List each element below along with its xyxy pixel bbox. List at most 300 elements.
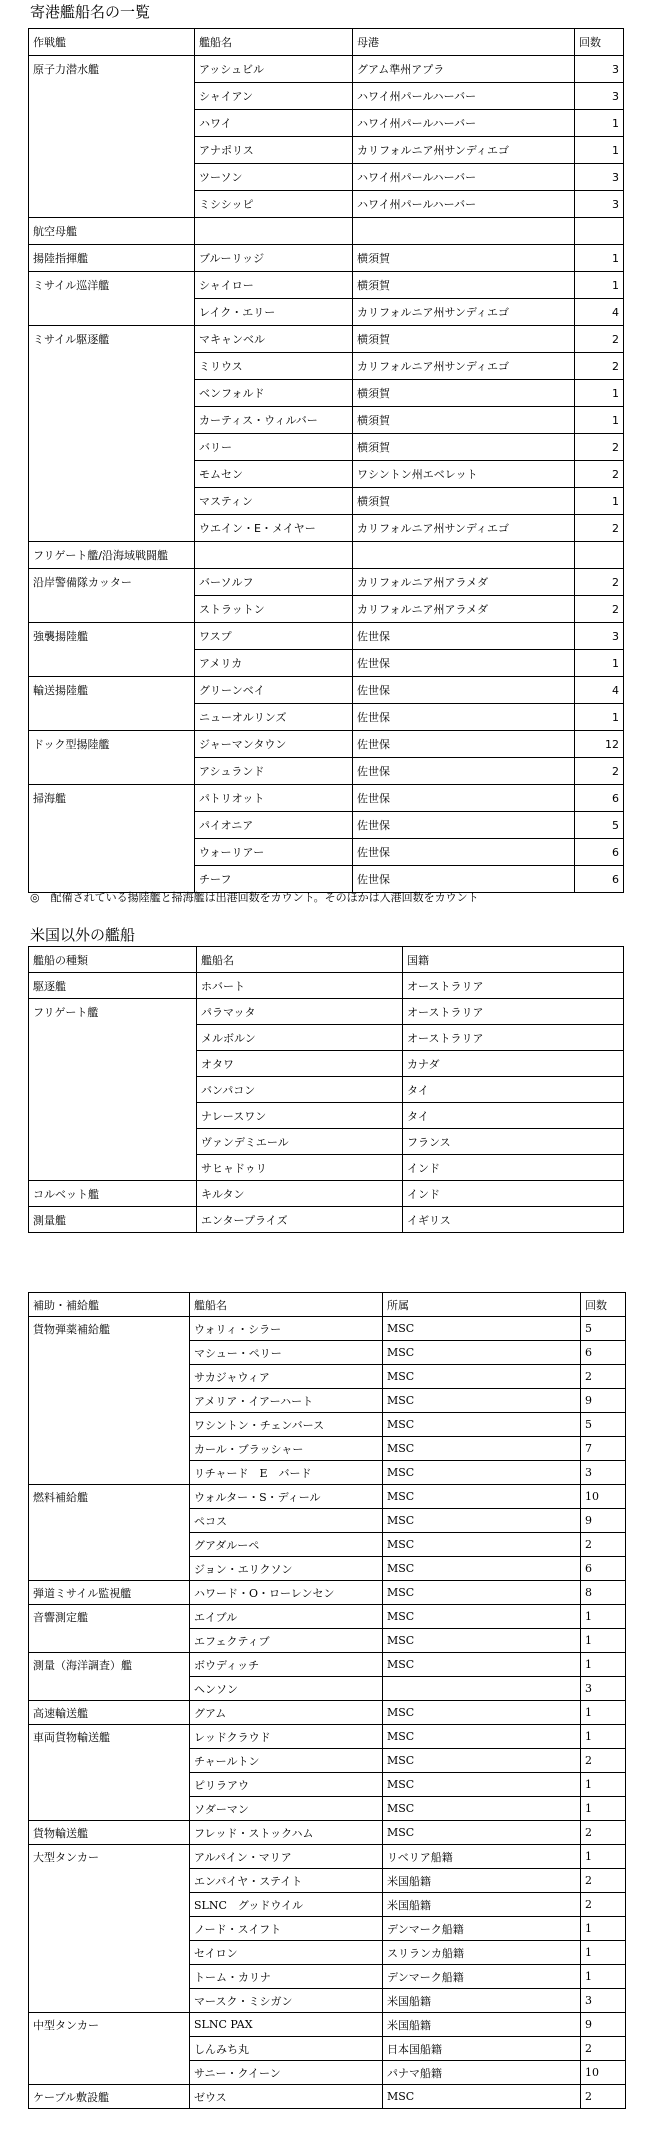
table-cell xyxy=(29,488,195,515)
table-cell: 1 xyxy=(581,1797,626,1821)
table-cell: オーストラリア xyxy=(403,999,624,1025)
table-cell: ハワイ xyxy=(195,110,353,137)
table-cell: 音響測定艦 xyxy=(29,1605,190,1629)
table-cell: 3 xyxy=(581,1461,626,1485)
table-cell: エンタープライズ xyxy=(197,1207,403,1233)
table-cell: 3 xyxy=(575,83,624,110)
table-row xyxy=(29,191,624,218)
table-row xyxy=(29,1989,626,2013)
table-cell: 貨物弾薬補給艦 xyxy=(29,1317,190,1341)
table-cell: 佐世保 xyxy=(353,704,575,731)
table-cell: パナマ船籍 xyxy=(383,2061,581,2085)
table-cell: ツーソン xyxy=(195,164,353,191)
table-cell: 佐世保 xyxy=(353,677,575,704)
table-cell xyxy=(29,191,195,218)
table-cell xyxy=(29,1917,190,1941)
table-row xyxy=(29,1051,624,1077)
table-cell: MSC xyxy=(383,1533,581,1557)
table-cell: サヒャドゥリ xyxy=(197,1155,403,1181)
table-row xyxy=(29,1821,626,1845)
table-cell: 2 xyxy=(581,1893,626,1917)
table-cell xyxy=(29,758,195,785)
table-cell xyxy=(29,515,195,542)
table-cell: バリー xyxy=(195,434,353,461)
table-cell: ワシントン州エベレット xyxy=(353,461,575,488)
table-cell: 2 xyxy=(575,326,624,353)
table-cell: アメリア・イアーハート xyxy=(190,1389,383,1413)
table-row xyxy=(29,758,624,785)
table-cell: マシュー・ペリー xyxy=(190,1341,383,1365)
table-cell: 駆逐艦 xyxy=(29,973,197,999)
table-cell xyxy=(29,1893,190,1917)
table-cell xyxy=(29,1677,190,1701)
column-header: 母港 xyxy=(353,29,575,56)
table-cell: バーソルフ xyxy=(195,569,353,596)
table-row xyxy=(29,1677,626,1701)
table-cell: メルボルン xyxy=(197,1025,403,1051)
table-cell: 2 xyxy=(575,353,624,380)
table-cell xyxy=(29,1389,190,1413)
table-cell: カナダ xyxy=(403,1051,624,1077)
table-cell: 佐世保 xyxy=(353,866,575,893)
table-cell: 2 xyxy=(581,1821,626,1845)
table-row xyxy=(29,2085,626,2109)
table-cell: 2 xyxy=(581,1869,626,1893)
table-cell: 1 xyxy=(581,1773,626,1797)
table-cell: 1 xyxy=(575,488,624,515)
table-cell: 2 xyxy=(581,1365,626,1389)
table-cell: モムセン xyxy=(195,461,353,488)
table-cell: MSC xyxy=(383,1797,581,1821)
table-cell: MSC xyxy=(383,1653,581,1677)
table-cell: 強襲揚陸艦 xyxy=(29,623,195,650)
table-cell: SLNC グッドウイル xyxy=(190,1893,383,1917)
table-cell xyxy=(29,461,195,488)
table-cell: 3 xyxy=(575,623,624,650)
table-cell: サカジャウィア xyxy=(190,1365,383,1389)
table-cell: 9 xyxy=(581,1389,626,1413)
table-row xyxy=(29,1533,626,1557)
table-cell: 1 xyxy=(581,1605,626,1629)
table-cell: ヘンソン xyxy=(190,1677,383,1701)
table-cell: イギリス xyxy=(403,1207,624,1233)
table-cell: 高速輸送艦 xyxy=(29,1701,190,1725)
table-cell: ミサイル巡洋艦 xyxy=(29,272,195,299)
table-cell: ミサイル駆逐艦 xyxy=(29,326,195,353)
table-row xyxy=(29,1077,624,1103)
table-cell: トーム・カリナ xyxy=(190,1965,383,1989)
table-cell: 横須賀 xyxy=(353,272,575,299)
table-cell: デンマーク船籍 xyxy=(383,1917,581,1941)
table-cell: 1 xyxy=(581,1965,626,1989)
table-cell: 3 xyxy=(575,191,624,218)
table-cell: MSC xyxy=(383,1629,581,1653)
header-row xyxy=(29,1293,626,1317)
table-cell: 1 xyxy=(575,380,624,407)
table-cell: MSC xyxy=(383,1773,581,1797)
table-row xyxy=(29,1413,626,1437)
table-cell: 米国船籍 xyxy=(383,1869,581,1893)
table-row xyxy=(29,1869,626,1893)
table-cell: 6 xyxy=(575,785,624,812)
table-cell xyxy=(29,1341,190,1365)
table-cell: エフェクティブ xyxy=(190,1629,383,1653)
table-cell: 6 xyxy=(575,866,624,893)
table-cell: 燃料補給艦 xyxy=(29,1485,190,1509)
table-cell: 輸送揚陸艦 xyxy=(29,677,195,704)
table-cell: 3 xyxy=(575,56,624,83)
table-cell: ドック型揚陸艦 xyxy=(29,731,195,758)
table-cell: しんみち丸 xyxy=(190,2037,383,2061)
table-cell: MSC xyxy=(383,1461,581,1485)
table-cell: 1 xyxy=(575,110,624,137)
table-cell xyxy=(29,1413,190,1437)
column-header: 艦船の種類 xyxy=(29,947,197,973)
table-cell xyxy=(29,1629,190,1653)
table-cell: 米国船籍 xyxy=(383,1989,581,2013)
table-cell xyxy=(29,2061,190,2085)
table-row xyxy=(29,542,624,569)
table-row xyxy=(29,1181,624,1207)
table-cell xyxy=(29,812,195,839)
table-cell xyxy=(195,542,353,569)
column-header: 回数 xyxy=(575,29,624,56)
table-cell: MSC xyxy=(383,1389,581,1413)
table-cell: オーストラリア xyxy=(403,973,624,999)
table-row xyxy=(29,999,624,1025)
table-cell xyxy=(29,1365,190,1389)
table-cell: 1 xyxy=(581,1845,626,1869)
table-cell: インド xyxy=(403,1181,624,1207)
table-cell xyxy=(29,1437,190,1461)
table-row xyxy=(29,326,624,353)
table-cell xyxy=(29,1103,197,1129)
table-row xyxy=(29,1653,626,1677)
table-cell: 横須賀 xyxy=(353,407,575,434)
table-cell: 佐世保 xyxy=(353,731,575,758)
table-row xyxy=(29,785,624,812)
table-row xyxy=(29,596,624,623)
table-cell: ウォーリアー xyxy=(195,839,353,866)
table-cell: カリフォルニア州サンディエゴ xyxy=(353,299,575,326)
table-cell: スリランカ船籍 xyxy=(383,1941,581,1965)
table-cell: 貨物輸送艦 xyxy=(29,1821,190,1845)
table-cell: シャイロー xyxy=(195,272,353,299)
table-cell xyxy=(575,218,624,245)
table-cell xyxy=(29,2037,190,2061)
table-cell: カリフォルニア州サンディエゴ xyxy=(353,353,575,380)
table-cell: 4 xyxy=(575,677,624,704)
table-cell: レイク・エリー xyxy=(195,299,353,326)
table-cell xyxy=(29,1461,190,1485)
column-header: 艦船名 xyxy=(197,947,403,973)
table-cell: 10 xyxy=(581,1485,626,1509)
table-cell: ハワイ州パールハーバー xyxy=(353,191,575,218)
table-cell: インド xyxy=(403,1155,624,1181)
table-cell: ニューオルリンズ xyxy=(195,704,353,731)
table-row xyxy=(29,1773,626,1797)
table-cell xyxy=(383,1677,581,1701)
table-cell xyxy=(29,1533,190,1557)
table-cell: フランス xyxy=(403,1129,624,1155)
table-cell: 5 xyxy=(581,1317,626,1341)
table-cell: パイオニア xyxy=(195,812,353,839)
column-header: 国籍 xyxy=(403,947,624,973)
table-cell: ヴァンデミエール xyxy=(197,1129,403,1155)
table-cell: 佐世保 xyxy=(353,758,575,785)
table-row xyxy=(29,245,624,272)
table-row xyxy=(29,677,624,704)
table-cell: ウォルター・S・ディール xyxy=(190,1485,383,1509)
table-cell: 横須賀 xyxy=(353,245,575,272)
table-cell: MSC xyxy=(383,1725,581,1749)
column-header: 艦船名 xyxy=(190,1293,383,1317)
table-cell: 5 xyxy=(575,812,624,839)
table-row xyxy=(29,461,624,488)
table-row xyxy=(29,1845,626,1869)
table-row xyxy=(29,1797,626,1821)
table-cell: MSC xyxy=(383,1413,581,1437)
table-row xyxy=(29,1893,626,1917)
table-cell: チーフ xyxy=(195,866,353,893)
table-cell: ノード・スイフト xyxy=(190,1917,383,1941)
section2-title: 米国以外の艦船 xyxy=(30,926,136,944)
table-cell: 1 xyxy=(575,704,624,731)
table-cell: MSC xyxy=(383,1317,581,1341)
table-row xyxy=(29,731,624,758)
table-cell: 1 xyxy=(581,1725,626,1749)
table-cell: MSC xyxy=(383,1701,581,1725)
table-cell: 佐世保 xyxy=(353,812,575,839)
table-row xyxy=(29,515,624,542)
table-row xyxy=(29,1725,626,1749)
table-row xyxy=(29,2061,626,2085)
table-cell: 車両貨物輸送艦 xyxy=(29,1725,190,1749)
table-cell: マスティン xyxy=(195,488,353,515)
table-cell: 2 xyxy=(575,596,624,623)
table-cell: レッドクラウド xyxy=(190,1725,383,1749)
table-cell: 12 xyxy=(575,731,624,758)
table-cell xyxy=(353,542,575,569)
table-cell: MSC xyxy=(383,1509,581,1533)
table-cell: ベンフォルド xyxy=(195,380,353,407)
table-cell: フレッド・ストックハム xyxy=(190,1821,383,1845)
table-cell: 2 xyxy=(575,758,624,785)
table-cell: ケーブル敷設艦 xyxy=(29,2085,190,2109)
table-cell: カール・ブラッシャー xyxy=(190,1437,383,1461)
table-cell: 1 xyxy=(575,650,624,677)
table-row xyxy=(29,1317,626,1341)
table-cell: ストラットン xyxy=(195,596,353,623)
table-cell: リベリア船籍 xyxy=(383,1845,581,1869)
table-row xyxy=(29,839,624,866)
table-cell: 1 xyxy=(575,137,624,164)
table-row xyxy=(29,164,624,191)
table-cell: マキャンベル xyxy=(195,326,353,353)
table-cell: サニー・クイーン xyxy=(190,2061,383,2085)
table-cell: カリフォルニア州アラメダ xyxy=(353,596,575,623)
table-row xyxy=(29,110,624,137)
table-cell: 測量艦 xyxy=(29,1207,197,1233)
table-cell: MSC xyxy=(383,1341,581,1365)
table-cell: カリフォルニア州アラメダ xyxy=(353,569,575,596)
table-cell xyxy=(29,434,195,461)
table-cell: 弾道ミサイル監視艦 xyxy=(29,1581,190,1605)
table-cell: ナレースワン xyxy=(197,1103,403,1129)
table-cell: 3 xyxy=(581,1677,626,1701)
table-cell xyxy=(29,1749,190,1773)
table-cell: アシュランド xyxy=(195,758,353,785)
table-cell: エイブル xyxy=(190,1605,383,1629)
table-cell: 中型タンカー xyxy=(29,2013,190,2037)
table-row xyxy=(29,1701,626,1725)
table-cell: ジョン・エリクソン xyxy=(190,1557,383,1581)
section1-title: 寄港艦船名の一覧 xyxy=(30,3,151,21)
table-cell xyxy=(29,1509,190,1533)
table-cell xyxy=(29,1077,197,1103)
column-header: 補助・補給艦 xyxy=(29,1293,190,1317)
column-header: 所属 xyxy=(383,1293,581,1317)
table-cell: コルベット艦 xyxy=(29,1181,197,1207)
table-cell xyxy=(29,299,195,326)
table-row xyxy=(29,1917,626,1941)
table-cell: グアム準州アプラ xyxy=(353,56,575,83)
table-cell: グリーンベイ xyxy=(195,677,353,704)
table-cell: カーティス・ウィルバー xyxy=(195,407,353,434)
table-row xyxy=(29,299,624,326)
table-cell: 2 xyxy=(581,2085,626,2109)
table-cell xyxy=(29,650,195,677)
table-cell xyxy=(29,704,195,731)
table-cell: ハワイ州パールハーバー xyxy=(353,110,575,137)
table-row xyxy=(29,1965,626,1989)
table-cell: 2 xyxy=(581,2037,626,2061)
table-row xyxy=(29,1207,624,1233)
table-cell: 1 xyxy=(575,272,624,299)
table-cell: リチャード E バード xyxy=(190,1461,383,1485)
table-row xyxy=(29,218,624,245)
table-cell: 大型タンカー xyxy=(29,1845,190,1869)
table-row xyxy=(29,56,624,83)
table-cell: ワスプ xyxy=(195,623,353,650)
table-cell xyxy=(29,1155,197,1181)
table-cell: デンマーク船籍 xyxy=(383,1965,581,1989)
table-cell: パラマッタ xyxy=(197,999,403,1025)
table-cell xyxy=(29,1773,190,1797)
table-cell: キルタン xyxy=(197,1181,403,1207)
table-cell: ハワイ州パールハーバー xyxy=(353,83,575,110)
table-cell: 9 xyxy=(581,1509,626,1533)
table-row xyxy=(29,623,624,650)
table-row xyxy=(29,704,624,731)
table-cell: MSC xyxy=(383,1821,581,1845)
table-cell: ボウディッチ xyxy=(190,1653,383,1677)
table-cell: 航空母艦 xyxy=(29,218,195,245)
table-cell: ジャーマンタウン xyxy=(195,731,353,758)
table-cell: 7 xyxy=(581,1437,626,1461)
table-cell: カリフォルニア州サンディエゴ xyxy=(353,515,575,542)
table-cell: チャールトン xyxy=(190,1749,383,1773)
table-cell: 2 xyxy=(575,569,624,596)
table-cell: 測量（海洋調査）艦 xyxy=(29,1653,190,1677)
table-cell xyxy=(29,1965,190,1989)
table-row xyxy=(29,1485,626,1509)
table-cell: 1 xyxy=(581,1917,626,1941)
table-cell xyxy=(29,137,195,164)
table-cell: MSC xyxy=(383,1485,581,1509)
table-row xyxy=(29,1365,626,1389)
table-cell xyxy=(29,1557,190,1581)
table-cell: フリゲート艦 xyxy=(29,999,197,1025)
table-cell: ワシントン・チェンバース xyxy=(190,1413,383,1437)
table-cell: カリフォルニア州サンディエゴ xyxy=(353,137,575,164)
foreign-ships-table xyxy=(28,946,624,1233)
table-cell: ミリウス xyxy=(195,353,353,380)
header-row xyxy=(29,29,624,56)
table-cell: MSC xyxy=(383,1437,581,1461)
table-cell: ブルーリッジ xyxy=(195,245,353,272)
table-row xyxy=(29,407,624,434)
table-cell: 6 xyxy=(581,1557,626,1581)
table-cell: グアム xyxy=(190,1701,383,1725)
table-cell: 10 xyxy=(581,2061,626,2085)
table-row xyxy=(29,2013,626,2037)
table-cell: タイ xyxy=(403,1103,624,1129)
table-row xyxy=(29,1629,626,1653)
table-cell: MSC xyxy=(383,1581,581,1605)
table-row xyxy=(29,1389,626,1413)
table-cell: 横須賀 xyxy=(353,326,575,353)
auxiliary-ships-table xyxy=(28,1292,626,2109)
table-cell: グアダルーペ xyxy=(190,1533,383,1557)
table-cell xyxy=(29,164,195,191)
table-cell: アメリカ xyxy=(195,650,353,677)
table-cell: ミシシッピ xyxy=(195,191,353,218)
table-cell: 1 xyxy=(575,245,624,272)
table-cell: パトリオット xyxy=(195,785,353,812)
table-cell: ピリラアウ xyxy=(190,1773,383,1797)
table-cell: 2 xyxy=(581,1533,626,1557)
table-row xyxy=(29,2037,626,2061)
table-cell: MSC xyxy=(383,1605,581,1629)
table-cell: フリゲート艦/沿海域戦闘艦 xyxy=(29,542,195,569)
table-cell: 4 xyxy=(575,299,624,326)
column-header: 艦船名 xyxy=(195,29,353,56)
table-cell: ウエイン・E・メイヤー xyxy=(195,515,353,542)
table-cell xyxy=(29,380,195,407)
table-row xyxy=(29,353,624,380)
table-row xyxy=(29,569,624,596)
table-cell: 1 xyxy=(575,407,624,434)
table-cell: エンパイヤ・ステイト xyxy=(190,1869,383,1893)
table-cell xyxy=(29,1025,197,1051)
table-row xyxy=(29,1129,624,1155)
table-row xyxy=(29,1103,624,1129)
table-cell xyxy=(29,83,195,110)
us-ships-table xyxy=(28,28,624,893)
table-cell: MSC xyxy=(383,1365,581,1389)
table-cell: アッシュビル xyxy=(195,56,353,83)
table-cell: 3 xyxy=(581,1989,626,2013)
table-cell: セイロン xyxy=(190,1941,383,1965)
table-cell: MSC xyxy=(383,1749,581,1773)
table-cell: ウォリィ・シラー xyxy=(190,1317,383,1341)
table-cell xyxy=(29,353,195,380)
table-cell xyxy=(29,1051,197,1077)
header-row xyxy=(29,947,624,973)
table-cell: ペコス xyxy=(190,1509,383,1533)
table-cell: 2 xyxy=(575,434,624,461)
